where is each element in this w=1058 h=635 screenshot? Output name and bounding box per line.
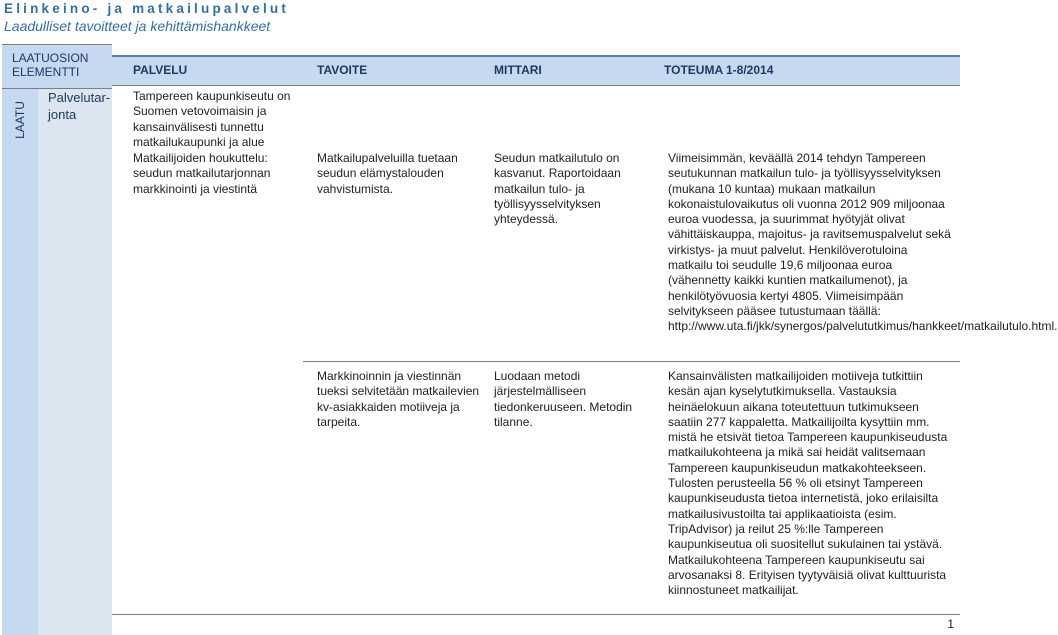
row-2-tavoite: Matkailupalveluilla tuetaan seudun elämystalouden vahvistumista. [317,151,458,196]
row-3-tavoite: Markkinoinnin ja viestinnän tueksi selvitetään matkailevien kv-asiakkaiden motiiveja ja tarpeita. [317,369,480,429]
row-3-mittari: Luodaan metodi järjestelmälliseen tiedonkeruuseen. Metodin tilanne. [494,369,633,429]
palvelutarjonta-column [38,89,112,635]
column-header-row [112,55,960,86]
row-2-palvelu: Matkailijoiden houkuttelu: seudun matkailutarjonnan markkinointi ja viestintä [133,151,271,196]
column-header-mittari: MITTARI [494,63,542,77]
document-subtitle: Laadulliset tavoitteet ja kehittämishankkeet [4,18,271,34]
document-header [4,0,289,35]
row-2-mittari: Seudun matkailutulo on kasvanut. Raportoidaan matkailun tulo- ja työllisyysselvityksen yhteydessä. [494,151,621,227]
page-number: 1 [947,617,954,631]
column-header-toteuma: TOTEUMA 1-8/2014 [664,63,774,77]
element-header [2,44,112,89]
laatu-label: LAATU [13,101,27,139]
column-header-palvelu: PALVELU [133,63,188,77]
row-3-toteuma: Kansainvälisten matkailijoiden motiiveja tutkittiin kesän ajan kyselytutkimuksella. Vastauksia heinäelokuun aikana toteutettuun tutkimukseen saatiin 277 kappaletta. Matkailijoilta kysyttiin mm. mistä he etsivät tietoa Tampereen kaupunkiseudusta matkailukohteena ja mikä sai heidät valitsemaan Tampereen kaupunkiseudun matkakohteekseen. Tulosten perusteella 56 % oli etsinyt Tampereen kaupunkiseudusta tietoa internetistä, joko erilaisilta matkailusivustoilta tai applikaatioista (esim. TripAdvisor) ja reilut 25 %:lle Tampereen kaupunkiseutua oli suositellut sukulainen tai ystävä. Matkailukohteena Tampereen kaupunkiseutu sai arvosanaksi 8. Erityisen tyytyväisiä olivat kulttuurista kiinnostuneet matkailijat. [668,369,948,598]
element-header-label: LAATUOSION ELEMENTTI [12,51,89,79]
row-divider [303,361,960,362]
palvelutarjonta-label: Palvelutar-jonta [48,90,111,122]
table-bottom-line [112,614,960,615]
row-1-palvelu: Tampereen kaupunkiseutu on Suomen vetovoimaisin ja kansainvälisesti tunnettu matkailukaupunki ja alue [133,89,291,149]
column-header-tavoite: TAVOITE [317,63,368,77]
laatu-column [2,89,38,635]
document-title: Elinkeino- ja matkailupalvelut [4,1,290,16]
row-2-toteuma: Viimeisimmän, keväällä 2014 tehdyn Tampereen seutukunnan matkailun tulo- ja työllisyysselvityksen (mukana 10 kuntaa) mukaan matkailun kokonaistulovaikutus oli vuonna 2012 909 miljoonaa euroa vuodessa, ja suurimmat hyötyjät olivat vähittäiskauppa, majoitus- ja ravitsemuspalvelut sekä virkistys- ja muut palvelut. Henkilöverotuloina matkailu toi seudulle 19,6 miljoonaa euroa (vähennetty kaikki kuntien matkailumenot), ja henkilötyövuosia kertyi 4805. Viimeisimpään selvitykseen pääsee tutustumaan täällä: http://www.uta.fi/jkk/synergos/palvelututkimus/hankkeet/matkailutulo.html. [668,151,1058,334]
